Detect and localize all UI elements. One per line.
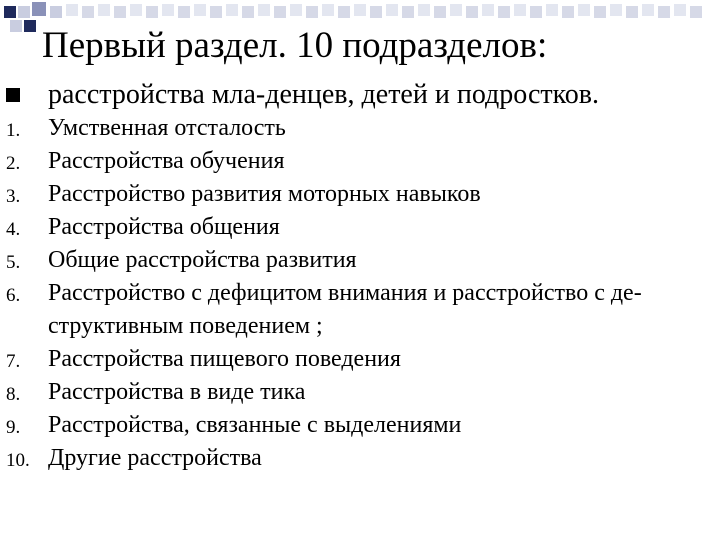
decor-square <box>130 4 142 16</box>
decor-square <box>98 4 110 16</box>
decor-square <box>578 4 590 16</box>
decor-square <box>530 6 542 18</box>
decor-square <box>354 4 366 16</box>
decor-square <box>338 6 350 18</box>
list-item <box>0 211 715 244</box>
decor-square <box>146 6 158 18</box>
decor-square <box>450 4 462 16</box>
list-item-text: Расстройства пищевого поведения <box>48 346 401 372</box>
decor-square <box>4 6 16 18</box>
decor-square <box>434 6 446 18</box>
decor-square <box>82 6 94 18</box>
list-item-text: Расстройства, связанные с выделениями <box>48 412 462 438</box>
list-item <box>0 112 715 145</box>
list-item-number: 6. <box>6 285 21 306</box>
list-item <box>0 244 715 277</box>
decor-square <box>210 6 222 18</box>
list-item-number: 9. <box>6 417 21 438</box>
decor-square <box>482 4 494 16</box>
list-item-text: Другие расстройства <box>48 445 262 471</box>
decor-square <box>418 4 430 16</box>
decor-square <box>66 4 78 16</box>
list-item-text: Расстройство развития моторных навыков <box>48 181 481 207</box>
decor-square <box>642 4 654 16</box>
decor-square <box>32 2 46 16</box>
decor-square <box>690 6 702 18</box>
decor-square <box>658 6 670 18</box>
list-item-text: Расстройство с дефицитом внимания и расстройство с де-структивным поведением ; <box>48 280 642 339</box>
decor-square <box>594 6 606 18</box>
list-item-number: 8. <box>6 384 21 405</box>
list-item-number: 10. <box>6 450 30 471</box>
decor-square <box>386 4 398 16</box>
decor-square <box>466 6 478 18</box>
list-item-number: 4. <box>6 219 21 240</box>
decor-square <box>498 6 510 18</box>
list-item-text: Умственная отсталость <box>48 115 286 141</box>
decor-square <box>18 6 30 18</box>
decor-square <box>402 6 414 18</box>
decor-square <box>162 4 174 16</box>
list-item-number: 3. <box>6 186 21 207</box>
list-item-number: 1. <box>6 120 21 141</box>
list-item-text: Расстройства обучения <box>48 148 285 174</box>
decor-square <box>274 6 286 18</box>
list-item <box>0 145 715 178</box>
bullet-text: расстройства мла-денцев, детей и подростков. <box>48 79 600 110</box>
decor-square <box>258 4 270 16</box>
decor-square <box>226 4 238 16</box>
list-item-number: 5. <box>6 252 21 273</box>
decor-square <box>114 6 126 18</box>
list-item-number: 2. <box>6 153 21 174</box>
list-item <box>0 376 715 409</box>
decor-square <box>546 4 558 16</box>
list-item <box>0 277 715 343</box>
list-item <box>0 343 715 376</box>
list-item <box>0 178 715 211</box>
decor-square <box>10 20 22 32</box>
square-bullet-icon <box>6 88 20 102</box>
decor-square <box>242 6 254 18</box>
decor-square <box>290 4 302 16</box>
decor-square <box>626 6 638 18</box>
list-item-text: Общие расстройства развития <box>48 247 357 273</box>
decor-square <box>562 6 574 18</box>
decor-square <box>24 20 36 32</box>
decor-square <box>178 6 190 18</box>
list-item <box>0 409 715 442</box>
list-item-text: Расстройства в виде тика <box>48 379 306 405</box>
decor-square <box>50 6 62 18</box>
decor-square <box>370 6 382 18</box>
decor-square <box>322 4 334 16</box>
decor-square <box>194 4 206 16</box>
list-item-text: Расстройства общения <box>48 214 280 240</box>
decor-square <box>674 4 686 16</box>
list-item <box>0 442 715 475</box>
decor-square <box>306 6 318 18</box>
list-item-number: 7. <box>6 351 21 372</box>
slide-title: Первый раздел. 10 подразделов: <box>42 25 548 66</box>
decor-square <box>610 4 622 16</box>
subsection-list <box>0 112 715 475</box>
decor-square <box>514 4 526 16</box>
